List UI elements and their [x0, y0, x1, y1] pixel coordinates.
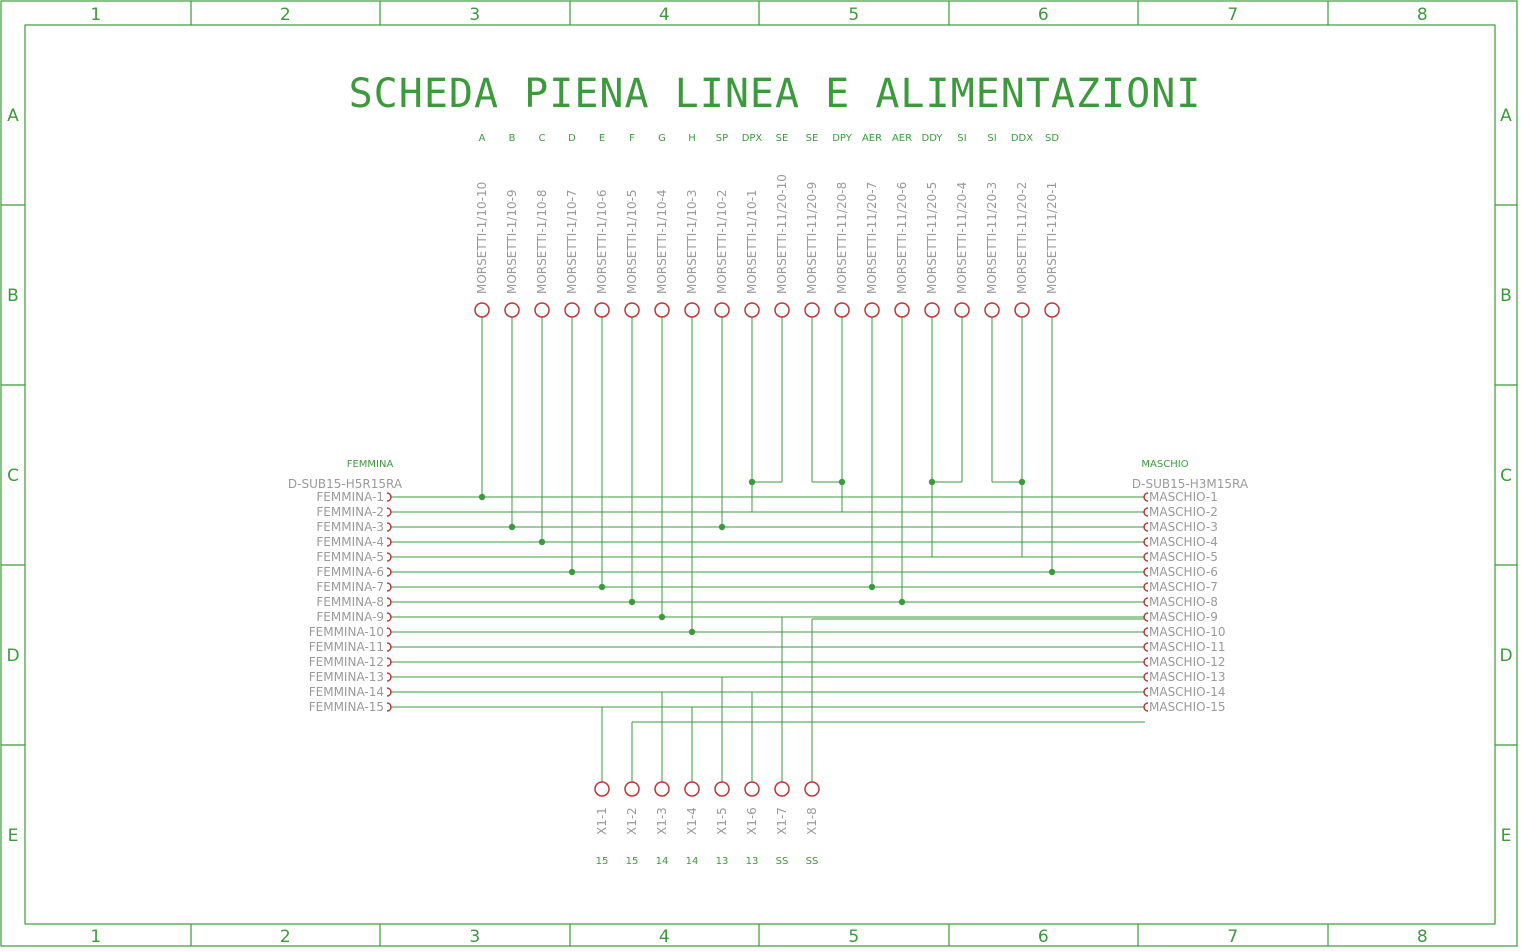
bottom-terminal-signal: 14 — [655, 856, 669, 867]
maschio-pin — [1144, 628, 1148, 636]
femmina-pin-label: FEMMINA-2 — [316, 505, 384, 519]
col-label-top: 4 — [658, 5, 670, 25]
row-label-right: A — [1500, 106, 1512, 126]
maschio-pin — [1144, 613, 1148, 621]
bottom-terminal-signal: SS — [775, 856, 789, 867]
maschio-pin-label: MASCHIO-8 — [1149, 595, 1218, 609]
top-terminal-signal: SD — [1044, 133, 1060, 144]
row-label-left: A — [7, 106, 19, 126]
top-terminal-part: MORSETTI-11/20-1 — [1045, 181, 1059, 294]
femmina-pin-label: FEMMINA-6 — [316, 565, 384, 579]
maschio-pin — [1144, 553, 1148, 561]
terminal-pad — [775, 303, 789, 317]
col-label-top: 6 — [1037, 5, 1049, 25]
bottom-terminal-part: X1-3 — [655, 807, 669, 835]
junction-dot — [539, 539, 545, 545]
top-terminal-signal: DDY — [921, 133, 943, 144]
connector-maschio — [1132, 459, 1249, 714]
maschio-pin — [1144, 538, 1148, 546]
maschio-pin — [1144, 658, 1148, 666]
terminal-pad — [835, 303, 849, 317]
terminal-pad — [895, 303, 909, 317]
top-terminal-signal: C — [538, 133, 546, 144]
femmina-pin — [387, 628, 391, 636]
junction-dot — [629, 599, 635, 605]
top-terminal-part: MORSETTI-11/20-8 — [835, 181, 849, 294]
top-terminal-part: MORSETTI-1/10-10 — [475, 181, 489, 294]
top-terminal-part: MORSETTI-1/10-7 — [565, 189, 579, 294]
col-label-bottom: 3 — [469, 927, 481, 947]
maschio-pin-label: MASCHIO-6 — [1149, 565, 1218, 579]
top-terminal-signal: B — [508, 133, 516, 144]
maschio-pin-label: MASCHIO-9 — [1149, 610, 1218, 624]
maschio-pin-label: MASCHIO-7 — [1149, 580, 1218, 594]
col-label-top: 2 — [279, 5, 291, 25]
femmina-pin-label: FEMMINA-14 — [308, 685, 384, 699]
top-terminal-signal: DDX — [1010, 133, 1034, 144]
femmina-pin — [387, 538, 391, 546]
top-terminal-signal: AER — [891, 133, 913, 144]
bottom-terminal-signal: 15 — [595, 856, 609, 867]
top-terminal-part: MORSETTI-11/20-2 — [1015, 181, 1029, 294]
maschio-pin — [1144, 568, 1148, 576]
top-terminal-signal: SE — [805, 133, 819, 144]
top-terminal-signal: SI — [957, 133, 967, 144]
femmina-pin — [387, 658, 391, 666]
top-terminal-part: MORSETTI-11/20-5 — [925, 181, 939, 294]
top-terminal-strip — [475, 133, 1059, 317]
terminal-pad — [595, 782, 609, 796]
top-terminal-part: MORSETTI-1/10-9 — [505, 189, 519, 294]
femmina-part-name: D-SUB15-H5R15RA — [287, 477, 403, 491]
terminal-pad — [625, 782, 639, 796]
femmina-pin-label: FEMMINA-1 — [316, 490, 384, 504]
junction-dot — [869, 584, 875, 590]
bottom-terminal-part: X1-5 — [715, 807, 729, 835]
femmina-pin-label: FEMMINA-12 — [308, 655, 384, 669]
femmina-pin-label: FEMMINA-13 — [308, 670, 384, 684]
connector-femmina — [288, 459, 403, 714]
top-terminal-signal: SE — [775, 133, 789, 144]
top-terminal-signal: F — [629, 133, 635, 144]
maschio-pin-label: MASCHIO-11 — [1149, 640, 1226, 654]
top-terminal-part: MORSETTI-1/10-4 — [655, 189, 669, 294]
top-terminal-part: MORSETTI-11/20-7 — [865, 181, 879, 294]
femmina-pin-label: FEMMINA-4 — [316, 535, 384, 549]
top-terminal-part: MORSETTI-1/10-3 — [685, 189, 699, 294]
col-label-bottom: 4 — [658, 927, 670, 947]
terminal-pad — [1015, 303, 1029, 317]
femmina-pin-label: FEMMINA-3 — [316, 520, 384, 534]
femmina-pin — [387, 598, 391, 606]
bottom-terminal-signal: 13 — [715, 856, 729, 867]
femmina-pin — [387, 688, 391, 696]
bottom-terminal-signal: 13 — [745, 856, 759, 867]
terminal-pad — [985, 303, 999, 317]
junction-dot — [479, 494, 485, 500]
col-label-bottom: 1 — [90, 927, 102, 947]
femmina-pin — [387, 583, 391, 591]
maschio-pin-label: MASCHIO-1 — [1149, 490, 1218, 504]
maschio-pin — [1144, 493, 1148, 501]
junction-dot — [719, 524, 725, 530]
maschio-pin — [1144, 583, 1148, 591]
junction-dot — [509, 524, 515, 530]
top-terminal-part: MORSETTI-11/20-9 — [805, 181, 819, 294]
terminal-pad — [715, 782, 729, 796]
maschio-pin-label: MASCHIO-3 — [1149, 520, 1218, 534]
terminal-pad — [625, 303, 639, 317]
junction-dot — [899, 599, 905, 605]
col-label-top: 3 — [469, 5, 481, 25]
col-label-bottom: 8 — [1416, 927, 1428, 947]
maschio-pin — [1144, 688, 1148, 696]
femmina-pin — [387, 553, 391, 561]
junction-dot — [689, 629, 695, 635]
top-terminal-signal: AER — [861, 133, 883, 144]
maschio-pin-label: MASCHIO-10 — [1149, 625, 1226, 639]
terminal-pad — [805, 782, 819, 796]
terminal-pad — [745, 782, 759, 796]
top-terminal-signal: D — [568, 133, 576, 144]
col-label-bottom: 7 — [1227, 927, 1239, 947]
top-terminal-signal: A — [478, 133, 486, 144]
junction-dot — [659, 614, 665, 620]
femmina-pin-label: FEMMINA-8 — [316, 595, 384, 609]
femmina-pin — [387, 643, 391, 651]
maschio-pin — [1144, 643, 1148, 651]
femmina-pin-label: FEMMINA-9 — [316, 610, 384, 624]
top-terminal-part: MORSETTI-1/10-2 — [715, 189, 729, 294]
terminal-pad — [655, 782, 669, 796]
terminal-pad — [925, 303, 939, 317]
bottom-terminal-part: X1-4 — [685, 807, 699, 835]
terminal-pad — [775, 782, 789, 796]
terminal-pad — [685, 303, 699, 317]
terminal-pad — [1045, 303, 1059, 317]
top-terminal-signal: H — [688, 133, 696, 144]
col-label-bottom: 2 — [279, 927, 291, 947]
bottom-terminal-strip — [595, 782, 819, 867]
femmina-pin — [387, 703, 391, 711]
bottom-terminal-part: X1-1 — [595, 807, 609, 835]
maschio-pin — [1144, 508, 1148, 516]
terminal-pad — [805, 303, 819, 317]
wires — [390, 317, 1145, 782]
row-label-right: B — [1500, 286, 1512, 306]
maschio-pin — [1144, 703, 1148, 711]
col-label-bottom: 6 — [1037, 927, 1049, 947]
top-terminal-signal: DPY — [832, 133, 852, 144]
terminal-pad — [715, 303, 729, 317]
maschio-pin-label: MASCHIO-14 — [1149, 685, 1226, 699]
top-terminal-signal: G — [658, 133, 666, 144]
maschio-pin-label: MASCHIO-4 — [1149, 535, 1218, 549]
row-label-left: C — [7, 466, 19, 486]
terminal-pad — [535, 303, 549, 317]
top-terminal-part: MORSETTI-1/10-8 — [535, 189, 549, 294]
col-label-bottom: 5 — [848, 927, 860, 947]
bottom-terminal-signal: 15 — [625, 856, 639, 867]
femmina-pin-label: FEMMINA-7 — [316, 580, 384, 594]
row-label-right: D — [1499, 646, 1513, 666]
col-label-top: 7 — [1227, 5, 1239, 25]
terminal-pad — [955, 303, 969, 317]
maschio-caption: MASCHIO — [1141, 459, 1189, 470]
top-terminal-part: MORSETTI-11/20-6 — [895, 181, 909, 294]
femmina-caption: FEMMINA — [346, 459, 394, 470]
terminal-pad — [865, 303, 879, 317]
top-terminal-part: MORSETTI-11/20-10 — [775, 174, 789, 294]
maschio-pin — [1144, 673, 1148, 681]
bottom-terminal-signal: 14 — [685, 856, 699, 867]
row-label-right: E — [1500, 826, 1512, 846]
maschio-pin-label: MASCHIO-12 — [1149, 655, 1226, 669]
terminal-pad — [565, 303, 579, 317]
junction-dot — [599, 584, 605, 590]
femmina-pin-label: FEMMINA-10 — [308, 625, 384, 639]
row-label-left: D — [6, 646, 20, 666]
femmina-pin-label: FEMMINA-11 — [308, 640, 384, 654]
terminal-pad — [475, 303, 489, 317]
terminal-pad — [595, 303, 609, 317]
maschio-part-name: D-SUB15-H3M15RA — [1131, 477, 1249, 491]
row-label-right: C — [1500, 466, 1512, 486]
maschio-pin-label: MASCHIO-5 — [1149, 550, 1218, 564]
row-label-left: B — [7, 286, 19, 306]
femmina-pin-label: FEMMINA-5 — [316, 550, 384, 564]
col-label-top: 8 — [1416, 5, 1428, 25]
top-terminal-part: MORSETTI-11/20-3 — [985, 181, 999, 294]
top-terminal-signal: DPX — [741, 133, 763, 144]
femmina-pin — [387, 493, 391, 501]
maschio-pin-label: MASCHIO-13 — [1149, 670, 1226, 684]
col-label-top: 5 — [848, 5, 860, 25]
sheet-title: SCHEDA PIENA LINEA E ALIMENTAZIONI — [348, 71, 1202, 117]
bottom-terminal-part: X1-7 — [775, 807, 789, 835]
top-terminal-part: MORSETTI-1/10-6 — [595, 189, 609, 294]
femmina-pin-label: FEMMINA-15 — [308, 700, 384, 714]
terminal-pad — [685, 782, 699, 796]
femmina-pin — [387, 568, 391, 576]
junction-dot — [1049, 569, 1055, 575]
junction-dot — [569, 569, 575, 575]
maschio-pin-label: MASCHIO-2 — [1149, 505, 1218, 519]
top-terminal-signal: SI — [987, 133, 997, 144]
frame-inner — [25, 25, 1495, 924]
terminal-pad — [655, 303, 669, 317]
col-label-top: 1 — [90, 5, 102, 25]
top-terminal-part: MORSETTI-1/10-5 — [625, 189, 639, 294]
bottom-terminal-signal: SS — [805, 856, 819, 867]
top-terminal-signal: E — [598, 133, 606, 144]
maschio-pin — [1144, 598, 1148, 606]
femmina-pin — [387, 523, 391, 531]
row-label-left: E — [7, 826, 19, 846]
maschio-pin-label: MASCHIO-15 — [1149, 700, 1226, 714]
bottom-terminal-part: X1-2 — [625, 807, 639, 835]
femmina-pin — [387, 613, 391, 621]
femmina-pin — [387, 673, 391, 681]
maschio-pin — [1144, 523, 1148, 531]
bottom-terminal-part: X1-6 — [745, 807, 759, 835]
top-terminal-part: MORSETTI-11/20-4 — [955, 181, 969, 294]
terminal-pad — [745, 303, 759, 317]
top-terminal-part: MORSETTI-1/10-1 — [745, 189, 759, 294]
terminal-pad — [505, 303, 519, 317]
top-terminal-signal: SP — [715, 133, 729, 144]
bottom-terminal-part: X1-8 — [805, 807, 819, 835]
femmina-pin — [387, 508, 391, 516]
